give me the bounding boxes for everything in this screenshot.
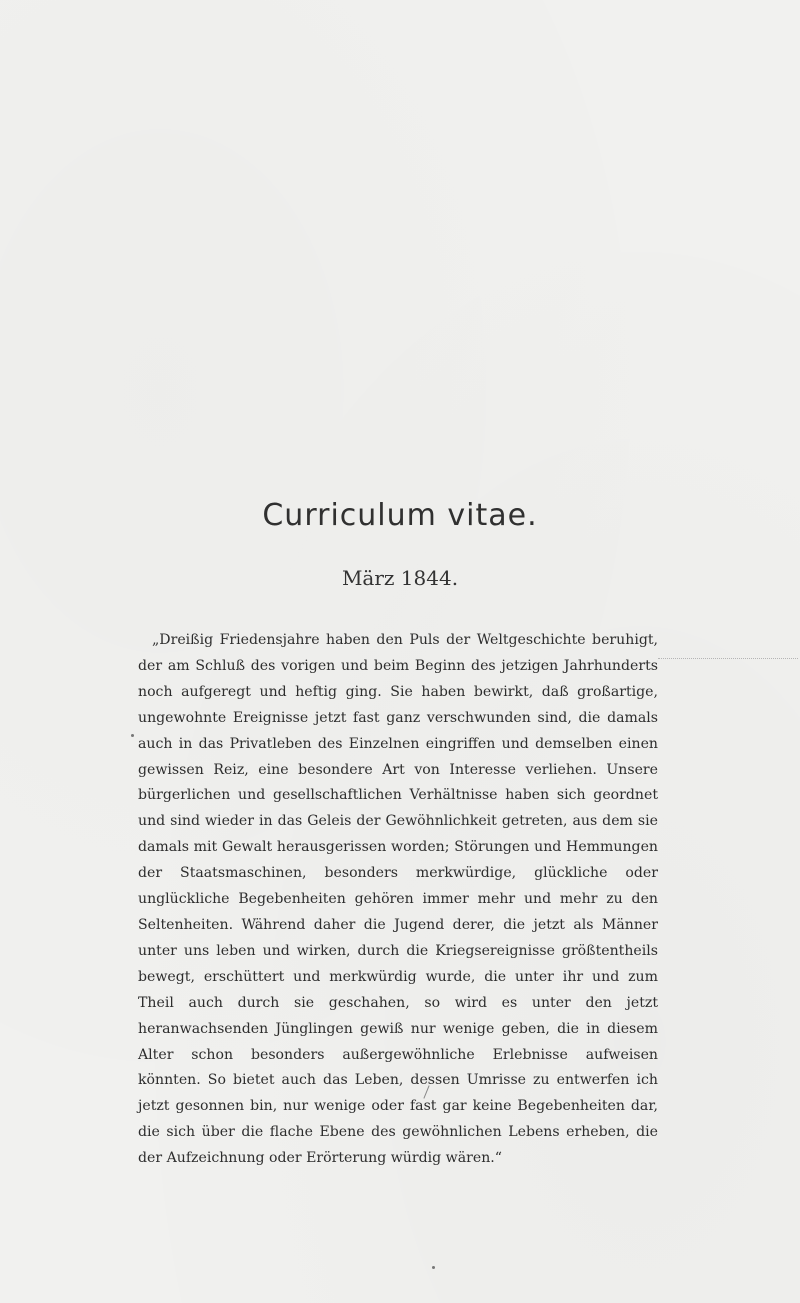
margin-dot <box>131 734 134 737</box>
document-date: März 1844. <box>341 566 459 590</box>
document-title: Curriculum vitae. <box>262 498 538 533</box>
margin-dot <box>432 1266 435 1269</box>
scan-artifact-line <box>658 658 798 660</box>
body-paragraph: „Dreißig Friedensjahre haben den Puls der Weltgeschichte beruhigt, der am Schluß des vorigen und beim Beginn des jetzigen Jahrhunderts noch aufgeregt und heftig ging. Sie haben bewirkt, daß großartige, ungewohnte Ereignisse jetzt fast ganz verschwunden sind, die damals auch in das Privatleben des Einzelnen eingriffen und demselben einen gewissen Reiz, eine besondere Art von Interesse verliehen. Unsere bürgerlichen und gesellschaftlichen Verhältnisse haben sich geordnet und sind wieder in das Geleis der Gewöhnlichkeit getreten, aus dem sie damals mit Gewalt herausgerissen worden; Störungen und Hemmungen der Staatsmaschinen, besonders merkwürdige, glückliche oder unglückliche Begebenheiten gehören immer mehr und mehr zu den Seltenheiten. Während daher die Jugend derer, die jetzt als Männer unter uns leben und wirken, durch die Kriegsereignisse größtentheils bewegt, erschüttert und merkwürdig wurde, die unter ihr und zum Theil auch durch sie geschahen, so wird es unter den jetzt heranwachsenden Jünglingen gewiß nur wenige geben, die in diesem Alter schon besonders außergewöhnliche Erlebnisse aufweisen könnten. So bietet auch das Leben, dessen Umrisse zu entwerfen ich jetzt gesonnen bin, nur wenige oder fast gar keine Begebenheiten dar, die sich über die flache Ebene des gewöhnlichen Lebens erheben, die der Aufzeichnung oder Erörterung würdig wären.“ <box>138 632 658 1167</box>
